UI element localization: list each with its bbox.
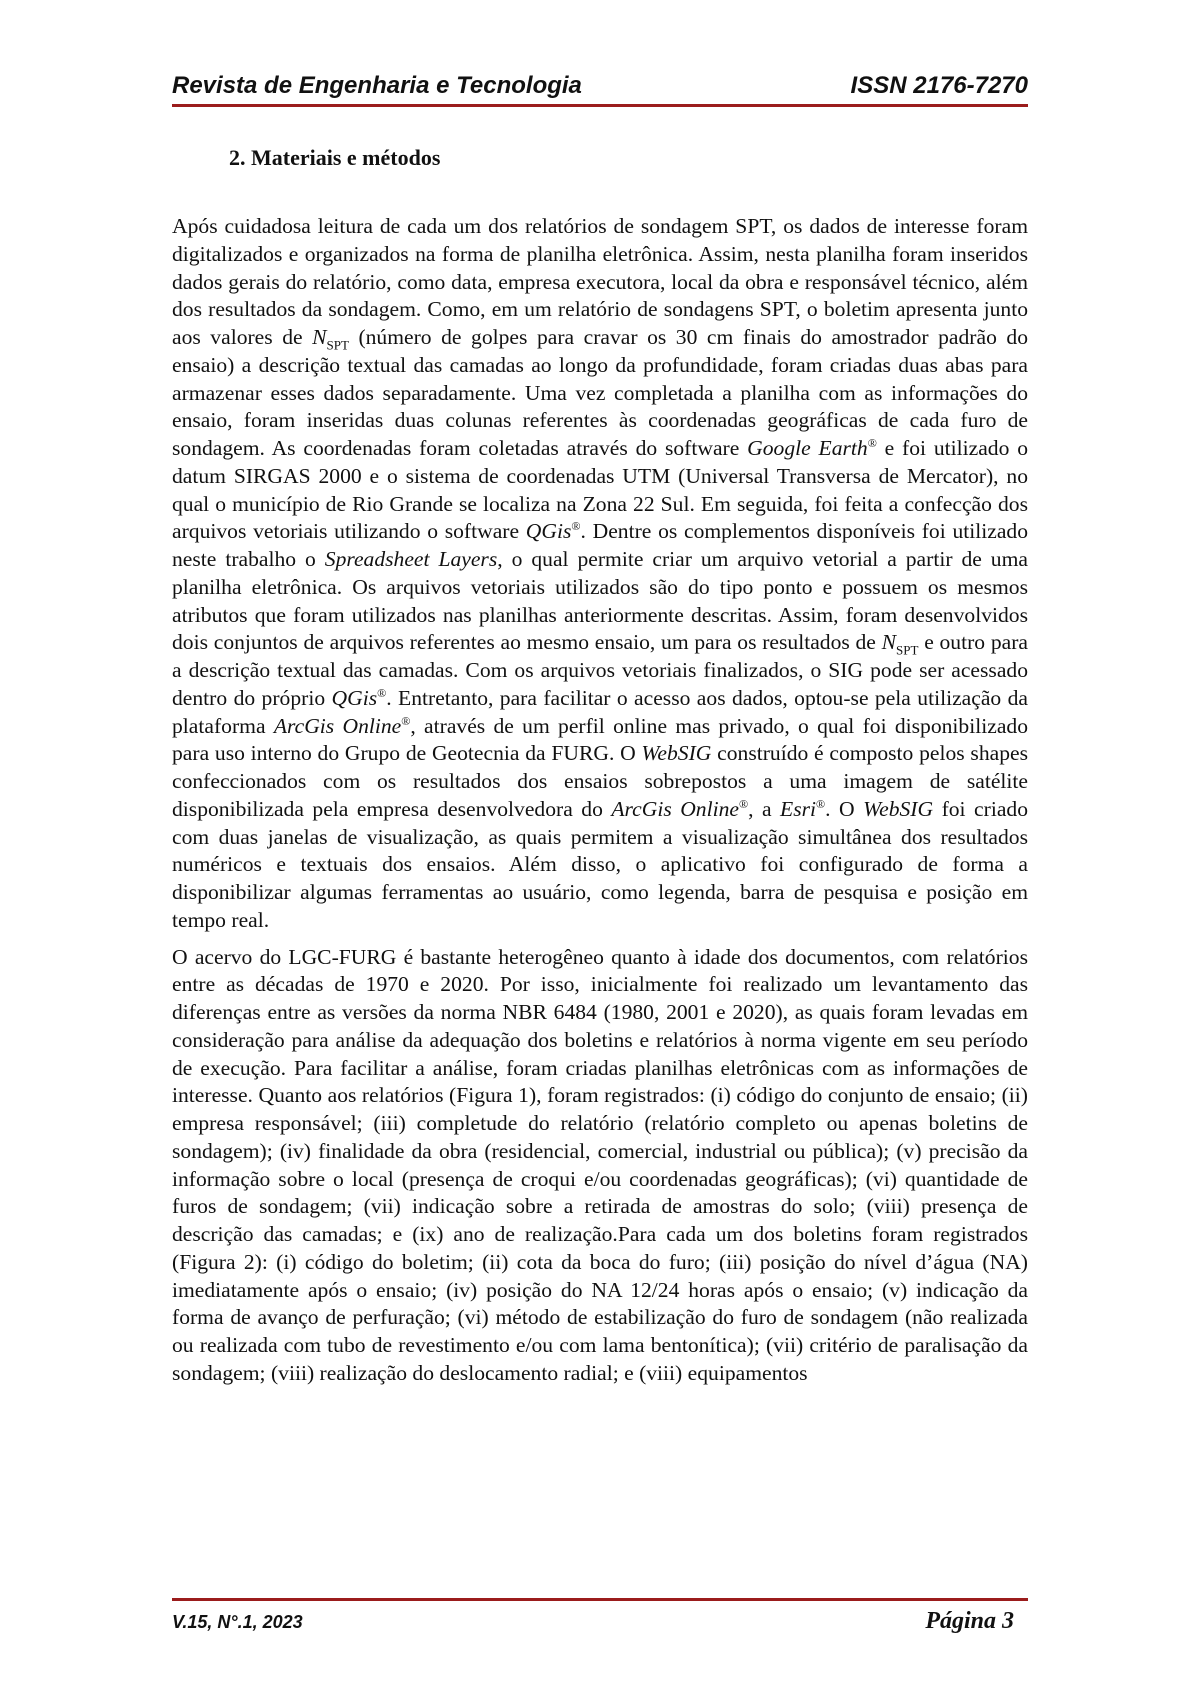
- italic-term: QGis: [525, 519, 572, 544]
- text-run: . Dentre os complementos disponíveis foi utilizado neste trabalho o: [172, 519, 1029, 571]
- page-number: Página 3: [925, 1608, 1014, 1634]
- issn-label: ISSN 2176-7270: [850, 72, 1028, 99]
- text-run: , através de um perfil online mas privado, o qual foi disponibilizado para uso interno do Grupo de Geotecnia da FURG. O: [172, 713, 1028, 766]
- italic-term: WebSIG: [863, 796, 934, 821]
- body-text: [172, 213, 1028, 1397]
- text-run: . O: [825, 796, 864, 821]
- footer-rule: [172, 1598, 1028, 1601]
- text-run: foi criado com duas janelas de visualização, as quais permitem a visualização simultânea dos resultados numéricos e textuais dos ensaios. Além disso, o aplicativo foi configurado de forma a disponibilizar algumas ferramentas ao usuário, como legenda, barra de pesquisa e posição em tempo real.: [172, 796, 1028, 932]
- registered-mark: ®: [401, 713, 411, 728]
- text-run: O acervo do LGC-FURG é bastante heterogêneo quanto à idade dos documentos, com relatórios entre as décadas de 1970 e 2020. Por isso, inicialmente foi realizado um levantamento das diferenças entre as versões da norma NBR 6484 (1980, 2001 e 2020), as quais foram levadas em consideração para análise da adequação dos boletins e relatórios à norma vigente em seu período de execução. Para facilitar a análise, foram criadas planilhas eletrônicas com as informações de interesse. Quanto aos relatórios (Figura 1), foram registrados: (i) código do conjunto de ensaio; (ii) empresa responsável; (iii) completude do relatório (relatório completo ou apenas boletins de sondagem); (iv) finalidade da obra (residencial, comercial, industrial ou pública); (v) precisão da informação sobre o local (presença de croqui e/ou coordenadas geográficas); (vi) quantidade de furos de sondagem; (vii) indicação sobre a retirada de amostras do solo; (viii) presença de descrição das camadas; e (ix) ano de realização.Para cada um dos boletins foram registrados (Figura 2): (i) código do boletim; (ii) cota da boca do furo; (iii) posição do nível d’água (NA) imediatamente após o ensaio; (iv) posição do NA 12/24 horas após o ensaio; (v) indicação da forma de avanço de perfuração; (vi) método de estabilização do furo de sondagem (não realizada ou realizada com tubo de revestimento e/ou com lama bentonítica); (vii) critério de paralisação da sondagem; (viii) realização do deslocamento radial; e (viii) equipamentos: [172, 944, 1028, 1385]
- italic-term: Spreadsheet Layers: [324, 547, 498, 571]
- paragraph: [172, 213, 1028, 935]
- section-title: 2. Materiais e métodos: [229, 145, 441, 170]
- registered-mark: ®: [571, 519, 581, 534]
- registered-mark: ®: [738, 796, 749, 811]
- running-header: [172, 70, 1028, 106]
- paragraph: [172, 944, 1028, 1388]
- volume-info: V.15, N°.1, 2023: [172, 1612, 303, 1632]
- subscript: SPT: [896, 642, 919, 658]
- registered-mark: ®: [816, 796, 826, 811]
- text-run: construído é composto pelos shapes confeccionados com os resultados dos ensaios sobrepostos a uma imagem de satélite disponibilizada pela empresa desenvolvedora do: [172, 741, 1028, 821]
- italic-term: N: [881, 630, 897, 655]
- italic-term: Esri: [780, 796, 817, 821]
- text-run: , a: [748, 796, 781, 821]
- text-run: e foi utilizado o datum SIRGAS 2000 e o sistema de coordenadas UTM (Universal Transversa de Mercator), no qual o município de Rio Grande se localiza na Zona 22 Sul. Em seguida, foi feita a confecção dos arquivos vetoriais utilizando o software: [172, 436, 1029, 544]
- text-run: (número de golpes para cravar os 30 cm finais do amostrador padrão do ensaio) a descrição textual das camadas ao longo da profundidade, foram criadas duas abas para armazenar esses dados separadamente. Uma vez completada a planilha com as informações do ensaio, foram inseridas duas colunas referentes às coordenadas geográficas de cada furo de sondagem. As coordenadas foram coletadas através do software: [172, 325, 1028, 460]
- italic-term: ArcGis Online: [611, 796, 739, 821]
- subscript: SPT: [326, 337, 349, 353]
- header-rule: [172, 104, 1028, 107]
- italic-term: ArcGis Online: [273, 713, 402, 738]
- italic-term: QGis: [331, 685, 378, 710]
- running-footer: [172, 1598, 1028, 1638]
- text-run: e outro para a descrição textual das camadas. Com os arquivos vetoriais finalizados, o SIG pode ser acessado dentro do próprio: [172, 630, 1028, 710]
- journal-title: Revista de Engenharia e Tecnologia: [172, 72, 582, 99]
- registered-mark: ®: [867, 435, 877, 450]
- text-run: Após cuidadosa leitura de cada um dos relatórios de sondagem SPT, os dados de interesse foram digitalizados e organizados na forma de planilha eletrônica. Assim, nesta planilha foram inseridos dados gerais do relatório, como data, empresa executora, local da obra e responsável técnico, além dos resultados da sondagem. Como, em um relatório de sondagens SPT, o boletim apresenta junto aos valores de: [172, 214, 1028, 349]
- italic-term: N: [312, 325, 327, 349]
- registered-mark: ®: [377, 685, 387, 700]
- text-run: . Entretanto, para facilitar o acesso aos dados, optou-se pela utilização da plataforma: [172, 685, 1029, 738]
- italic-term: WebSIG: [641, 741, 712, 766]
- italic-term: Google Earth: [747, 436, 868, 460]
- text-run: , o qual permite criar um arquivo vetorial a partir de uma planilha eletrônica. Os arquivos vetoriais utilizados são do tipo ponto e possuem os mesmos atributos que foram utilizados nas planilhas anteriormente descritas. Assim, foram desenvolvidos dois conjuntos de arquivos referentes ao mesmo ensaio, um para os resultados de: [172, 547, 1028, 655]
